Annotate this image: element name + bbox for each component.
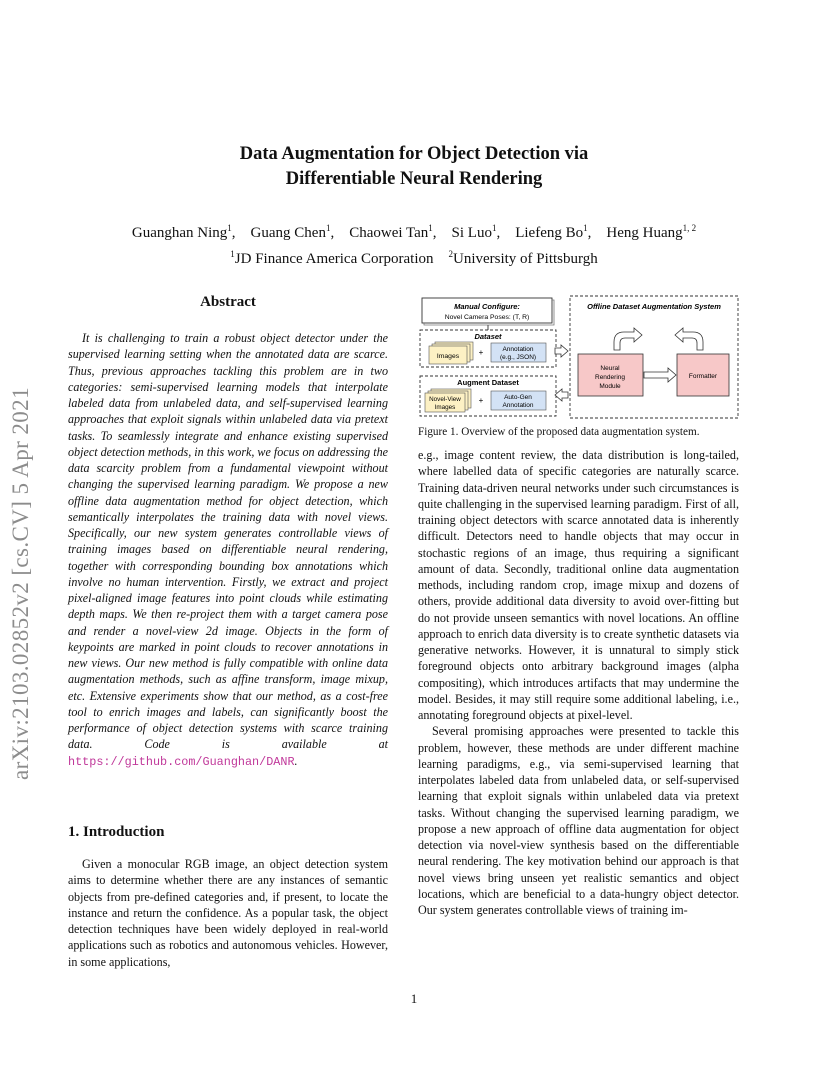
intro-text [68, 856, 388, 970]
author-affiliation-mark: 1 [491, 223, 497, 233]
augment-dataset-box [420, 376, 556, 416]
loop-arrow-icon [614, 328, 642, 350]
affiliation-mark: 1 [230, 249, 235, 259]
overview-figure [418, 292, 744, 422]
novel-view-label: Novel-View [429, 396, 461, 403]
auto-gen-annotation-label: Annotation [502, 402, 534, 409]
plus-sign: + [478, 396, 484, 405]
title-line-2: Differentiable Neural Rendering [285, 169, 543, 189]
figure-caption: Figure 1. Overview of the proposed data augmentation system. [418, 426, 700, 438]
right-column-text [418, 447, 739, 918]
nrm-label-1: Neural [600, 365, 620, 372]
author-name: Si Luo [451, 225, 492, 241]
dataset-box [420, 330, 556, 367]
annotation-label: Annotation [502, 346, 534, 353]
author-name: Guanghan Ning [131, 225, 228, 241]
author-name: Guang Chen [250, 225, 326, 241]
arxiv-stamp: arXiv:2103.02852v2 [cs.CV] 5 Apr 2021 [8, 387, 33, 780]
abstract-paragraph: It is challenging to train a robust object detector under the supervised learning setting when the annotated data are scarce. Thus, previous approaches tackling this problem are in two categories: semi-supervised learning models that interpolate labeled data from unlabeled data, and self-supervised learning approaches that exploit signals within unlabeled data via pretext tasks. To seamlessly integrate and enhance existing supervised object detection methods, in this work, we focus on addressing the data scarcity problem from a fundamental viewpoint without changing the supervised learning paradigm. We propose a new offline data augmentation method for object detection, which semantically interpolates the training data with novel views. Specifically, our new system generates controllable views of training images based on differentiable neural rendering, together with corresponding bounding box annotations which involve no human intervention. Firstly, we extract and project pixel-aligned image features into point clouds while estimating depth maps. We then re-project them with a target camera pose and render a novel-view 2d image. Objects in the form of keypoints are marked in point clouds to recover annotations in new views. Our new method is fully compatible with online data augmentation methods, such as affine transform, image mixup, etc. Extensive experiments show that our method, as a cost-free tool to enrich images and labels, can significantly boost the performance of object detection systems with scarce training data. Code is available at [68, 331, 388, 752]
abstract-heading: Abstract [200, 294, 256, 310]
images-label: Images [436, 353, 460, 360]
affiliation-list [0, 244, 828, 270]
auto-gen-label: Auto-Gen [504, 394, 532, 401]
author-affiliation-mark: 1 [428, 223, 433, 233]
intro-heading: 1. Introduction [68, 824, 165, 840]
author-block [0, 218, 828, 270]
body-paragraph: e.g., image content review, the data distribution is long-tailed, where labelled data of specific categories are naturally scarce. Training data-driven neural networks under such circumstances is quite challenging in the supervised learning paradigm. First of all, training object detectors with scarce annotated data is inherently difficult. Detectors need to handle objects that may occur in stochastic regions of an image, thus requiring a significant amount of data. Secondly, traditional online data augmentation methods, including random crop, image mixup and dozens of others, provide additional data diversity to avoid over-fitting but do not provide unseen semantics with novel locations. An offline approach to enrich data diversity is to create synthetic datasets via generative networks. However, it is unnatural to simply stick foreground objects onto arbitrary background images (alpha compositing), which introduces artifacts that may undermine the model. Besides, it may still require some additional labeling, i.e., annotating foreground objects at pixel-level. [418, 448, 739, 722]
dataset-label: Dataset [474, 332, 502, 341]
abstract-text [68, 330, 388, 770]
novel-view-images-label: Images [434, 404, 456, 411]
author-affiliation-mark: 1 [227, 223, 232, 233]
novel-view-stack [425, 389, 471, 412]
annotation-box [491, 343, 546, 362]
offline-system-box [570, 296, 738, 418]
arrow-right-icon [555, 345, 568, 357]
affiliation-mark: 2 [448, 249, 453, 259]
code-link[interactable]: https://github.com/Guanghan/DANR [68, 754, 295, 769]
author-name: Heng Huang [606, 225, 683, 241]
formatter-module [677, 354, 729, 396]
author-affiliation-mark: 1 [583, 223, 588, 233]
arrow-right-icon [644, 368, 676, 382]
author-list: Guanghan Ning$^1$, Guang Chen$^1$, Chaowei Tan$^1$, Si Luo$^1$, Liefeng Bo$^1$, Heng Huang$^{1, 2}$ [131, 223, 697, 241]
manual-configure-box [422, 298, 554, 325]
annotation-example: (e.g., JSON) [499, 354, 537, 361]
camera-poses-label: Novel Camera Poses: (T, R) [444, 314, 530, 321]
auto-gen-box [491, 391, 546, 410]
augment-dataset-label: Augment Dataset [457, 378, 519, 387]
affiliation-name: JD Finance America Corporation [234, 251, 434, 267]
paper-title [0, 142, 828, 192]
author-name: Liefeng Bo [515, 225, 584, 241]
body-paragraph: Several promising approaches were presented to tackle this problem, however, these methods are under different machine learning paradigms, e.g., via semi-supervised learning that interpolates labeled data from unlabeled data, or self-supervised learning that exploit signals within unlabeled data via pretext tasks. Without changing the supervised learning paradigm, we propose a new approach of offline data augmentation for object detection via novel-view synthesis based on the differentiable neural rendering. The key motivation behind our approach is that novel views bring unseen yet realistic semantics and object locations, which are beneficial to a data-hungry object detector. Our system generates controllable views of training im- [418, 724, 739, 917]
arrow-left-icon [555, 389, 568, 401]
nrm-label-2: Rendering [595, 374, 625, 381]
page-number: 1 [410, 991, 418, 1006]
affiliation-name: University of Pittsburgh [452, 251, 598, 267]
neural-rendering-module [578, 354, 643, 396]
nrm-label-3: Module [599, 383, 621, 390]
abstract-period: . [294, 753, 298, 768]
title-line-1: Data Augmentation for Object Detection via [239, 144, 589, 164]
images-stack [429, 342, 473, 364]
intro-paragraph: Given a monocular RGB image, an object detection system aims to determine whether there are any instances of semantic objects from pre-defined categories and, if present, to locate the instance and return the confidence. As a popular task, the object detection techniques have been widely deployed in real-world applications such as robotics and autonomous vehicles. However, in some applications, [68, 857, 388, 969]
loop-arrow-icon [675, 328, 703, 350]
author-name: Chaowei Tan [349, 225, 429, 241]
author-affiliation-mark: 1 [325, 223, 331, 233]
manual-configure-label: Manual Configure: [454, 302, 520, 311]
formatter-label: Formatter [688, 373, 718, 380]
author-affiliation-mark: 1, 2 [682, 223, 697, 233]
system-title: Offline Dataset Augmentation System [587, 302, 721, 311]
plus-sign: + [478, 348, 484, 357]
